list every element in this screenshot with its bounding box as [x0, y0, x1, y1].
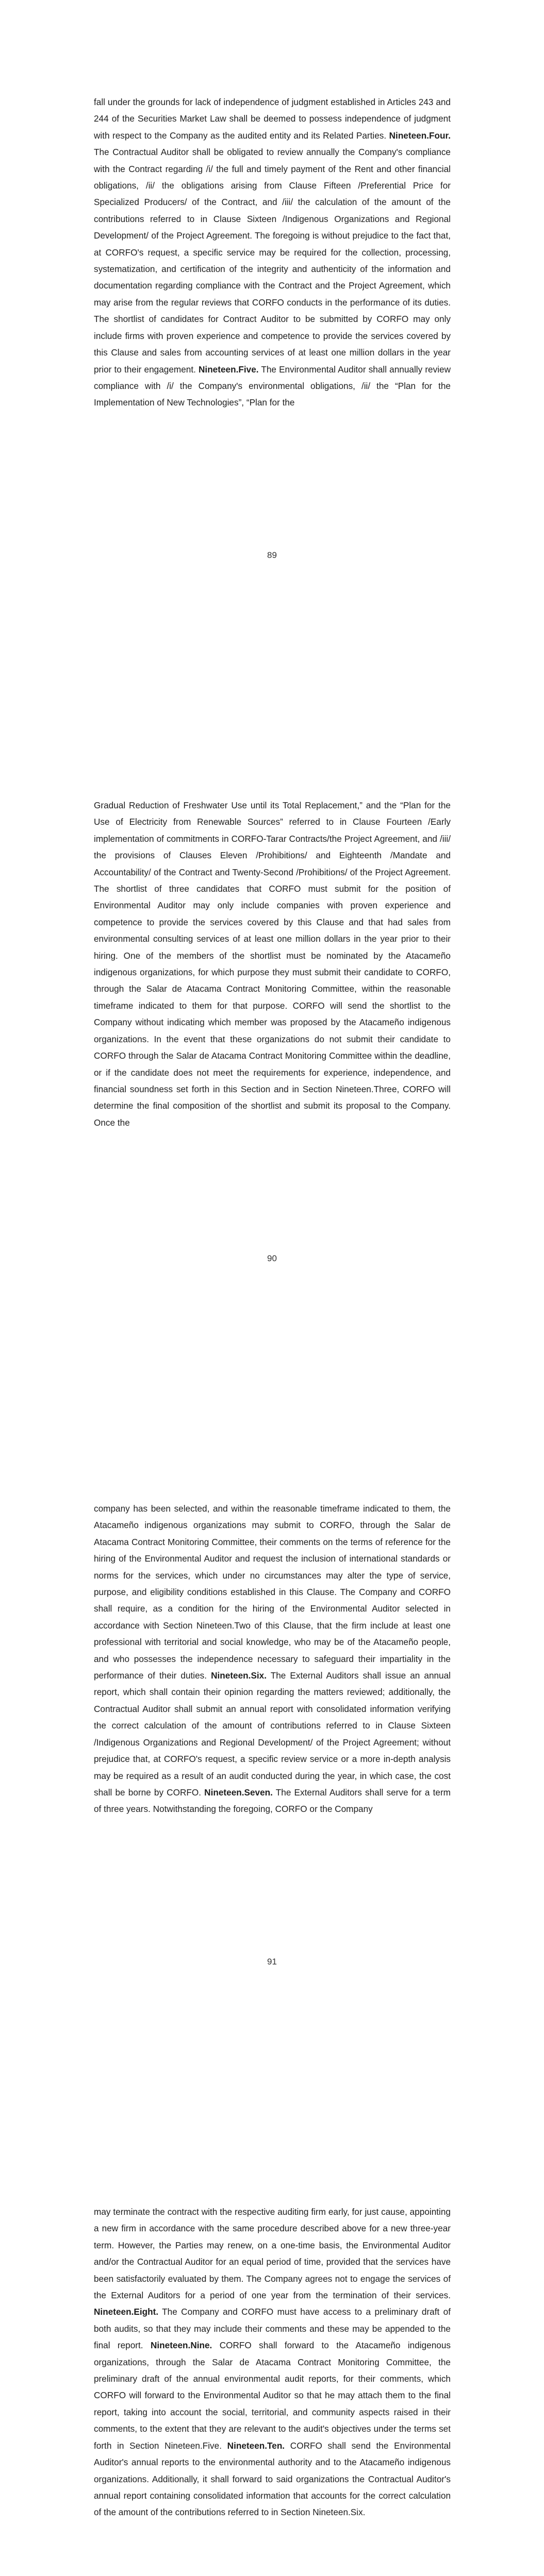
- page-number: 90: [267, 1253, 277, 1263]
- section-heading: Nineteen.Four.: [389, 130, 451, 141]
- body-text-run: CORFO shall forward to the Atacameño indigenous organizations, through the Salar de Atacama Contract Monitoring Committee, the preliminary draft of the annual environmental audit reports, for their comments, which CORFO will forward to the Environmental Auditor so that he may attach them to the final report, taking into account the social, territorial, and community aspects raised in their comments, to the extent that they are relevant to the audit's objectives under the terms set forth in Section Nineteen.Five.: [94, 2340, 451, 2451]
- body-text-run: CORFO shall send the Environmental Auditor's annual reports to the environmental authority and to the Atacameño indigenous organizations. Additionally, it shall forward to said organizations the Contractual Auditor's annual report containing consolidated information that accounts for the correct calculation of the amount of the contributions referred to in Section Nineteen.Six.: [94, 2440, 451, 2518]
- section-heading: Nineteen.Seven.: [204, 1787, 273, 1798]
- body-text-run: company has been selected, and within the reasonable timeframe indicated to them, the Atacameño indigenous organizations may submit to CORFO, through the Salar de Atacama Contract Monitoring Committee, their comments on the terms of reference for the hiring of the Environmental Auditor and request the inclusion of international standards or norms for the services, which under no circumstances may alter the type of service, purpose, and eligibility conditions established in this Clause. The Company and CORFO shall require, as a condition for the hiring of the Environmental Auditor selected in accordance with Section Nineteen.Two of this Clause, that the firm include at least one professional with territorial and social knowledge, who may be of the Atacameño people, and who possesses the independence necessary to safeguard their impartiality in the performance of their duties.: [94, 1503, 451, 1681]
- page-body-text: [94, 1500, 451, 1818]
- section-heading: Nineteen.Nine.: [150, 2340, 212, 2351]
- section-heading: Nineteen.Eight.: [94, 2307, 159, 2317]
- page-body-text: [94, 797, 451, 1131]
- body-text-run: Gradual Reduction of Freshwater Use until its Total Replacement,” and the “Plan for the Use of Electricity from Renewable Sources” referred to in Clause Fourteen /Early implementation of commitments in CORFO-Tarar Contracts/the Project Agreement, and /iii/ the provisions of Clauses Eleven /Prohibitions/ and Eighteenth /Mandate and Accountability/ of the Contract and Twenty-Second /Prohibitions/ of the Project Agreement. The shortlist of three candidates that CORFO must submit for the position of Environmental Auditor may only include companies with proven experience and competence to provide the services covered by this Clause and that had sales from environmental consulting services of at least one million dollars in the year prior to their hiring. One of the members of the shortlist must be nominated by the Atacameño indigenous organizations, for which purpose they must submit their candidate to CORFO, through the Salar de Atacama Contract Monitoring Committee, within the reasonable timeframe indicated to them for that purpose. CORFO will send the shortlist to the Company without indicating which member was proposed by the Atacameño indigenous organizations. In the event that these organizations do not submit their candidate to CORFO through the Salar de Atacama Contract Monitoring Committee within the deadline, or if the candidate does not meet the requirements for experience, independence, and financial soundness set forth in this Section and in Section Nineteen.Three, CORFO will determine the final composition of the shortlist and submit its proposal to the Company. Once the: [94, 800, 451, 1128]
- section-heading: Nineteen.Five.: [199, 364, 259, 375]
- body-text-run: The External Auditors shall issue an annual report, which shall contain their opinion regarding the matters reviewed; additionally, the Contractual Auditor shall submit an annual report with consolidated information verifying the correct calculation of the amount of contributions referred to in Clause Sixteen /Indigenous Organizations and Regional Development/ of the Project Agreement; without prejudice that, at CORFO's request, a specific review service or a more in-depth analysis may be required as a result of an audit conducted during the year, in which case, the cost shall be borne by CORFO.: [94, 1670, 451, 1798]
- page-number: 91: [267, 1957, 277, 1967]
- page-body-text: [94, 2204, 451, 2521]
- body-text-run: The Contractual Auditor shall be obligated to review annually the Company's compliance with the Contract regarding /i/ the full and timely payment of the Rent and other financial obligations, /ii/ the obligations arising from Clause Fifteen /Preferential Price for Specialized Producers/ of the Contract, and /iii/ the calculation of the amount of the contributions referred to in Clause Sixteen /Indigenous Organizations and Regional Development/ of the Project Agreement. The foregoing is without prejudice to the fact that, at CORFO's request, a specific service may be required for the collection, processing, systematization, and certification of the integrity and authenticity of the information and documentation regarding compliance with the Contract and the Project Agreement, which may arise from the regular reviews that CORFO conducts in the performance of its duties. The shortlist of candidates for Contract Auditor to be submitted by CORFO may only include firms with proven experience and competence to provide the services covered by this Clause and sales from accounting services of at least one million dollars in the year prior to their engagement.: [94, 147, 451, 375]
- body-text-run: The External Auditors shall serve for a term of three years. Notwithstanding the foregoing, CORFO or the Company: [94, 1787, 451, 1815]
- section-heading: Nineteen.Six.: [211, 1670, 267, 1681]
- body-text-run: fall under the grounds for lack of independence of judgment established in Articles 243 and 244 of the Securities Market Law shall be deemed to possess independence of judgment with respect to the Company as the audited entity and its Related Parties.: [94, 97, 451, 141]
- body-text-run: may terminate the contract with the respective auditing firm early, for just cause, appointing a new firm in accordance with the same procedure described above for a new three-year term. However, the Parties may renew, on a one-time basis, the Environmental Auditor and/or the Contractual Auditor for an equal period of time, provided that the services have been satisfactorily evaluated by them. The Company agrees not to engage the services of the External Auditors for a period of one year from the termination of their services.: [94, 2207, 451, 2301]
- page-body-text: [94, 94, 451, 411]
- body-text-run: The Environmental Auditor shall annually review compliance with /i/ the Company's environmental obligations, /ii/ the “Plan for the Implementation of New Technologies”, “Plan for the: [94, 364, 451, 408]
- section-heading: Nineteen.Ten.: [227, 2440, 285, 2451]
- page-number: 89: [267, 550, 277, 560]
- body-text-run: The Company and CORFO must have access to a preliminary draft of both audits, so that they may include their comments and these may be appended to the final report.: [94, 2307, 451, 2351]
